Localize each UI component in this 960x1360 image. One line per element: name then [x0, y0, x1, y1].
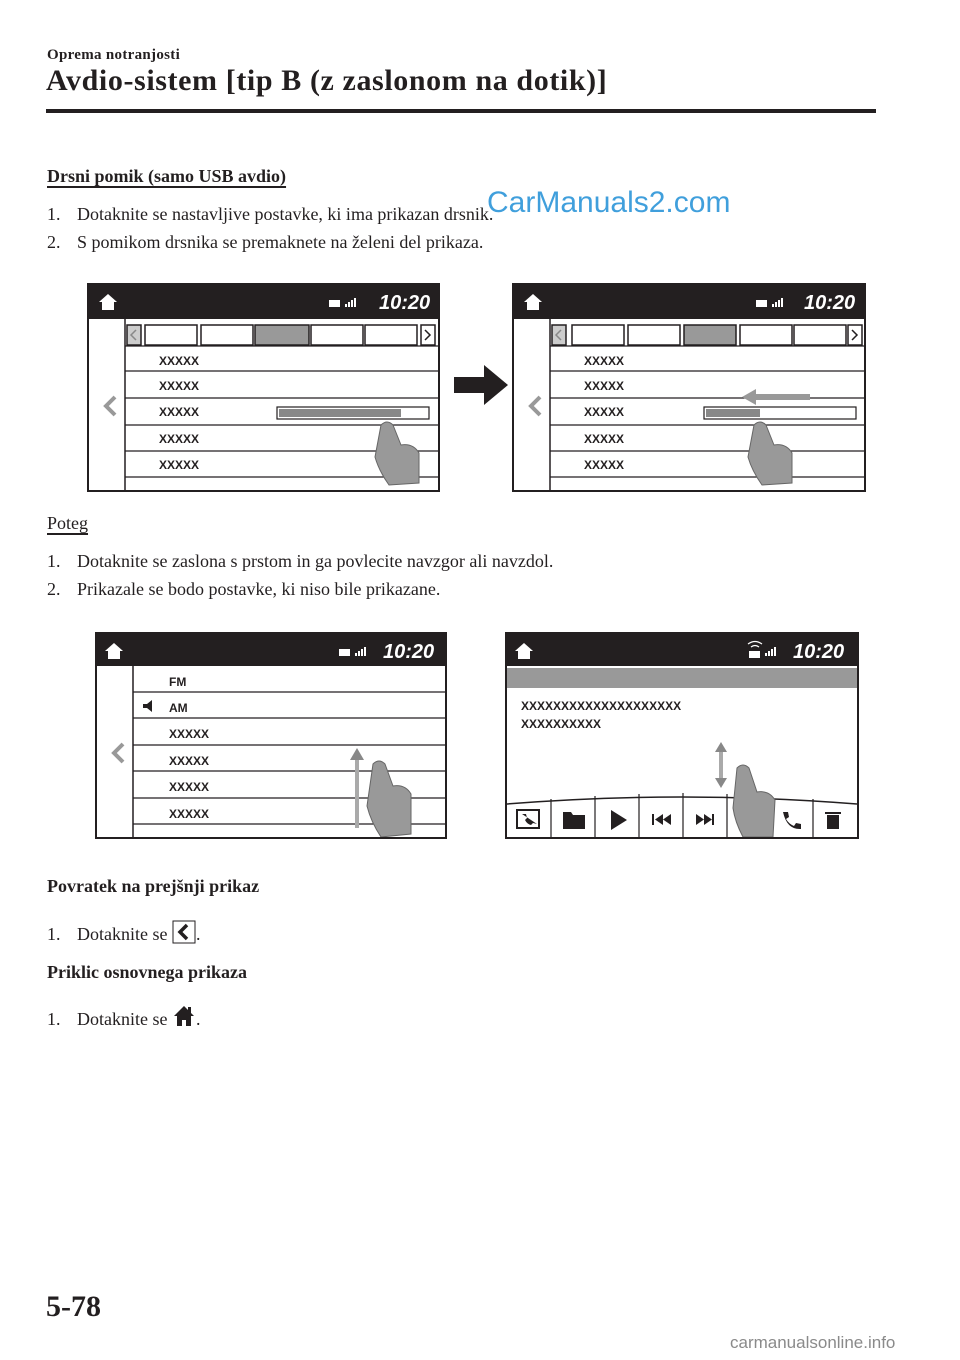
- finger-icon: [733, 765, 775, 837]
- step-number: 2.: [47, 232, 61, 252]
- screen-slider-after: [512, 283, 866, 492]
- list-item[interactable]: XXXXX: [169, 754, 210, 768]
- title-rule: [46, 109, 876, 113]
- watermark: CarManuals2.com: [487, 186, 731, 219]
- battery-icon: [749, 651, 760, 658]
- home-icon: [172, 1003, 196, 1029]
- page-title: Avdio-sistem [tip B (z zaslonom na dotik)]: [46, 64, 608, 97]
- step-number: 1.: [47, 204, 61, 224]
- home-heading: Priklic osnovnega prikaza: [47, 962, 248, 982]
- list-item[interactable]: AM: [169, 701, 188, 715]
- tab-bar[interactable]: [127, 325, 435, 345]
- list-item[interactable]: XXXXX: [584, 354, 625, 368]
- step-number: 2.: [47, 579, 61, 599]
- chevron-left-icon[interactable]: [114, 744, 123, 762]
- list-item[interactable]: XXXXX: [159, 432, 200, 446]
- battery-icon: [329, 300, 340, 307]
- step-text: Dotaknite se: [77, 924, 168, 944]
- swipe-heading: Poteg: [47, 513, 89, 533]
- step-text: Dotaknite se zaslona s prstom in ga povlecite navzgor ali navzdol.: [77, 551, 554, 571]
- drag-heading: Drsni pomik (samo USB avdio): [47, 166, 287, 186]
- section-label: Oprema notranjosti: [47, 47, 181, 63]
- chevron-left-icon[interactable]: [531, 397, 540, 415]
- tab-bar[interactable]: [552, 325, 862, 345]
- clock: 10:20: [804, 292, 856, 314]
- chevron-left-icon: [172, 920, 196, 944]
- screen-slider-before: [87, 283, 440, 492]
- track-title: XXXXXXXXXXXXXXXXXXXX: [521, 699, 682, 713]
- back-heading: Povratek na prejšnji prikaz: [47, 876, 260, 896]
- step-text: S pomikom drsnika se premaknete na želeni del prikaza.: [77, 232, 484, 252]
- trash-icon[interactable]: [825, 812, 841, 829]
- arrow-right-icon: [452, 363, 510, 407]
- page-number: 5-78: [46, 1290, 101, 1323]
- phone-screen-icon[interactable]: [517, 810, 539, 828]
- list-item[interactable]: FM: [169, 675, 187, 689]
- drag-step-2: [47, 232, 483, 253]
- list-item[interactable]: XXXXX: [584, 405, 625, 419]
- play-icon[interactable]: [611, 810, 627, 830]
- battery-icon: [756, 300, 767, 307]
- chevron-left-icon[interactable]: [106, 397, 115, 415]
- step-text: Dotaknite se nastavljive postavke, ki ima prikazan drsnik.: [77, 204, 494, 224]
- clock: 10:20: [379, 292, 431, 314]
- footer-url: carmanualsonline.info: [730, 1333, 896, 1352]
- slider-bar[interactable]: [704, 407, 856, 419]
- previous-track-icon[interactable]: [652, 814, 671, 825]
- finger-icon: [367, 761, 411, 837]
- swipe-left-arrow-icon: [742, 389, 810, 405]
- list-item[interactable]: XXXXX: [584, 458, 625, 472]
- step-number: 1.: [47, 551, 61, 571]
- home-step: 1. Dotaknite se .: [47, 1003, 200, 1030]
- list-item[interactable]: XXXXX: [169, 807, 210, 821]
- list-item[interactable]: XXXXX: [584, 432, 625, 446]
- step-number: 1.: [47, 924, 61, 944]
- clock: 10:20: [793, 641, 845, 663]
- next-track-icon[interactable]: [696, 814, 714, 825]
- swipe-up-arrow-icon: [350, 748, 364, 828]
- media-progress-bar: [507, 668, 857, 688]
- list-item[interactable]: XXXXX: [169, 727, 210, 741]
- phone-icon[interactable]: [783, 812, 801, 829]
- speaker-icon: [143, 700, 152, 712]
- list-item[interactable]: XXXXX: [584, 379, 625, 393]
- screen-radio-list: [95, 632, 447, 839]
- list-item[interactable]: XXXXX: [159, 458, 200, 472]
- step-text: Prikazale se bodo postavke, ki niso bile prikazane.: [77, 579, 441, 599]
- step-text: Dotaknite se: [77, 1009, 168, 1029]
- swipe-step-1: [47, 551, 553, 572]
- folder-icon[interactable]: [563, 812, 585, 829]
- finger-icon: [748, 422, 792, 485]
- swipe-step-2: [47, 579, 440, 600]
- list-item[interactable]: XXXXX: [159, 405, 200, 419]
- finger-icon: [375, 422, 419, 485]
- drag-step-1: [47, 204, 493, 225]
- list-item[interactable]: XXXXX: [159, 354, 200, 368]
- list-item[interactable]: XXXXX: [159, 379, 200, 393]
- step-number: 1.: [47, 1009, 61, 1029]
- list-item[interactable]: XXXXX: [169, 780, 210, 794]
- back-step: 1. Dotaknite se .: [47, 920, 200, 945]
- slider-bar[interactable]: [277, 407, 429, 419]
- screen-media: [505, 632, 859, 839]
- clock: 10:20: [383, 641, 435, 663]
- track-artist: XXXXXXXXXX: [521, 717, 602, 731]
- battery-icon: [339, 649, 350, 656]
- scroll-updown-arrow-icon: [715, 742, 727, 788]
